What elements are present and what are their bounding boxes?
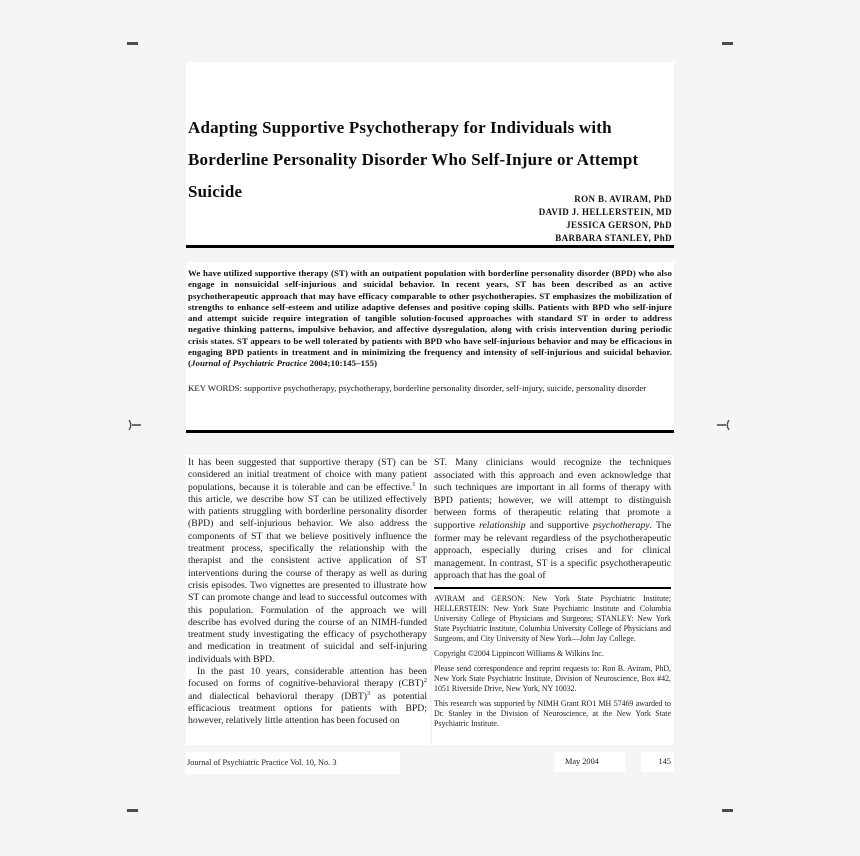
author-name: DAVID J. HELLERSTEIN, MD [538,207,672,217]
crop-mark-bottom-right [722,809,733,812]
authors-list [539,193,672,245]
abstract-citation-volume: 2004;10:145–155) [307,358,378,369]
footer-page-number: 145 [641,752,674,772]
footnote-copyright: Copyright ©2004 Lippincott Williams & Wilkins Inc. [434,648,604,658]
abstract-citation-journal: Journal of Psychiatric Practice [191,358,308,369]
footer-journal-title: Journal of Psychiatric Practice Vol. 10, No. 3 [186,752,400,774]
body-paragraph-1 [188,457,427,666]
italic-term-psychotherapy: psychotherapy [593,519,650,531]
article-header-section [186,62,674,248]
paragraph-text: and dialectical behavioral therapy (DBT) [188,690,368,702]
reference-superscript-2: 2 [423,677,427,685]
abstract-body: We have utilized supportive therapy (ST) with an outpatient population with borderline personality disorder (BPD) who also engage in nonsuicidal self-injurious and suicidal behavior. In recent years, ST has been described as an active psychotherapeutic approach that may have efficacy comparable to other psychotherapies. ST emphasizes the mobilization of strengths to enhance self-esteem and utilize adaptive defenses and positive coping skills. Patients with BPD who self-injure and attempt suicide require integration of tangible solution-focused approaches with standard ST in order to address negative thinking patterns, impulsive behavior, and affective dysregulation, along with crisis intervention during periodic crisis states. ST appears to be well tolerated by patients with BPD who have self-injurious behavior and may be efficacious in engaging BPD patients in treatment and in minimizing the frequency and intensity of self-injurious and suicidal behavior. ( [188,268,672,369]
italic-term-relationship: relationship [479,519,526,531]
body-column-right [432,455,674,745]
body-paragraph-3 [434,457,671,583]
body-paragraph-2 [188,666,427,727]
crop-mark-top-right [722,42,733,45]
footnote-funding: This research was supported by NIMH Grant RO1 MH 57469 awarded to Dr. Stanley in the Division of Neuroscience, at the New York State Psychiatric Institute. [434,698,671,728]
footer-issue-date: May 2004 [555,752,625,772]
crop-mark-top-left [127,42,138,45]
registration-mark-middle-right [716,418,733,432]
paragraph-text: as potential efficacious treatment options for patients with BPD; however, relatively little attention has been focused on [188,690,428,727]
paragraph-text: It has been suggested that supportive therapy (ST) can be considered an initial treatment of choice with many patient populations, because it is tolerable and can be effective. [188,457,427,493]
registration-mark-middle-left [125,418,142,432]
author-name: BARBARA STANLEY, PhD [555,233,672,243]
keywords-label: KEY WORDS: [188,382,243,393]
paragraph-text: In the past 10 years, considerable attention has been focused on forms of cognitive-behavioral therapy (CBT) [188,666,427,690]
reference-superscript-1: 1 [412,480,416,488]
abstract-text [188,268,672,370]
author-name: JESSICA GERSON, PhD [566,220,672,230]
paragraph-text: . The former may be relevant regardless of the psychotherapeutic approach, especially during crises and for clinical management. In contrast, ST is a specific psychotherapeutic approach that has the goal of [434,519,672,582]
paragraph-text: ST. Many clinicians would recognize the techniques associated with this approach and even acknowledge that such techniques are important in all forms of therapy with BPD patients; however, we will attempt to distinguish between forms of therapeutic relating that promote a supportive [434,457,671,531]
footnotes-block [434,594,671,729]
article-title: Adapting Supportive Psychotherapy for Individuals with Borderline Personality Disorder Who Self-Injure or Attempt Suicide [188,118,639,201]
abstract-section [186,262,674,433]
footnote-correspondence: Please send correspondence and reprint requests to: Ron B. Aviram, PhD, New York State Psychiatric Institute, Division of Neuroscience, Box #42, 1051 Riverside Drive, New York, NY 10032. [434,663,671,693]
keywords-text: supportive psychotherapy, psychotherapy, borderline personality disorder, self-injury, suicide, personality disorder [242,382,647,393]
paragraph-text: and supportive [525,519,594,531]
body-text-left [188,457,427,728]
body-column-left [186,455,430,745]
crop-mark-bottom-left [127,809,138,812]
paragraph-text: In this article, we describe how ST can be utilized effectively with patients struggling with borderline personality disorder (BPD) and self-injurious behavior. We also address the components of ST that we believe positively influence the treatment process, specifically the relationship with the therapist and the consistent active application of ST interventions during the course of therapy as well as during crisis episodes. Two vignettes are presented to illustrate how ST can promote change and lead to successful outcomes with this population. Formulation of the approach we will describe has evolved during the course of an NIMH-funded treatment study investigating the efficacy of psychotherapy and medication in treatment of suicidal and self-injuring individuals with BPD. [188,481,427,665]
footnote-affiliations: AVIRAM and GERSON: New York State Psychiatric Institute; HELLERSTEIN: New York State Psychiatric Institute and Columbia University College of Physicians and Surgeons; STANLEY: New York State Psychiatric Institute, Columbia University College of Physicians and Surgeons, and City University of New York—John Jay College. [434,593,671,643]
paper-page [186,62,674,785]
footnote-divider-rule [434,587,671,589]
author-name: RON B. AVIRAM, PhD [574,194,672,204]
body-text-right [434,457,671,583]
reference-superscript-3: 3 [367,689,371,697]
keywords-line [188,383,672,395]
